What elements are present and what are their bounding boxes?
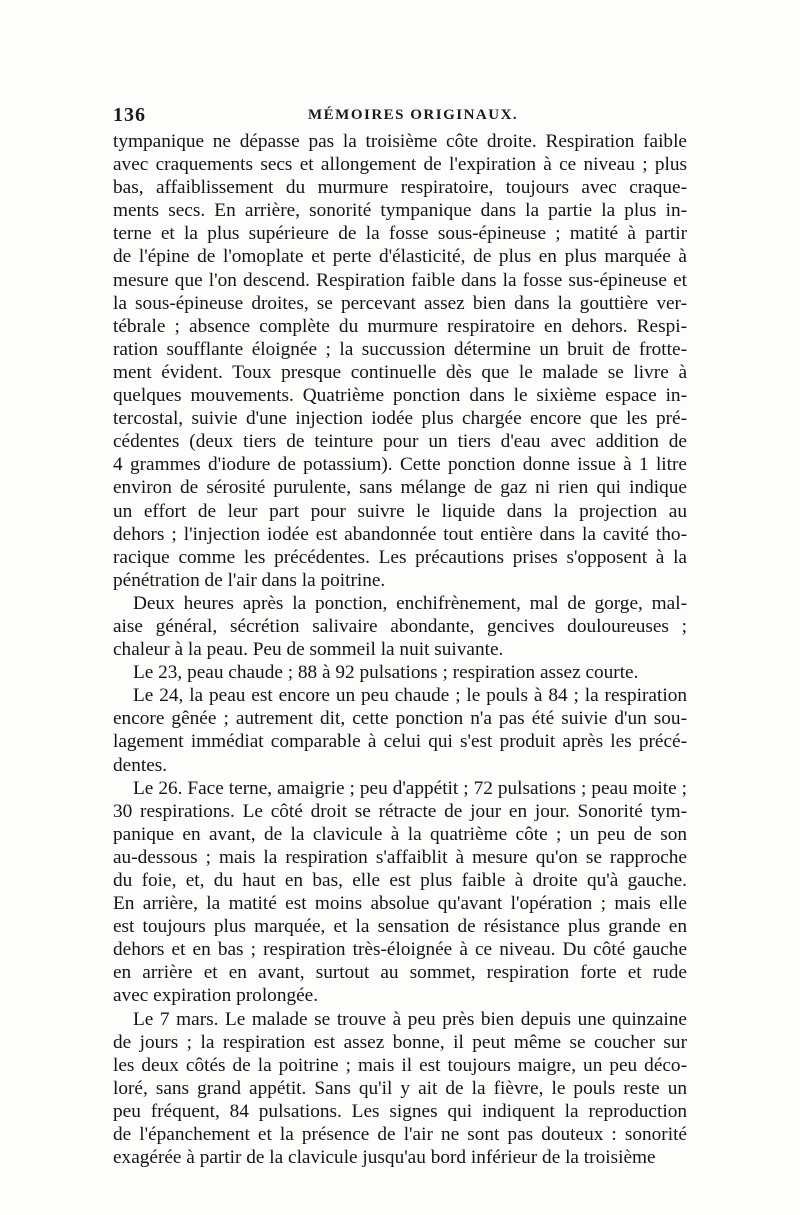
text-line: Le 23, peau chaude ; 88 à 92 pulsations ; respiration assez courte. bbox=[133, 662, 639, 684]
text-line: Le 26. Face terne, amaigrie ; peu d'appétit ; 72 pulsations ; peau moite ; bbox=[133, 777, 687, 799]
text-line: peu fréquent, 84 pulsations. Les signes qui indiquent la reproduction bbox=[113, 1100, 687, 1122]
text-line: ration soufflante éloignée ; la succussion détermine un bruit de frotte- bbox=[113, 338, 687, 360]
text-line: en arrière et en avant, surtout au sommet, respiration forte et rude bbox=[113, 962, 687, 984]
paragraph bbox=[113, 130, 687, 592]
text-line: la sous-épineuse droites, se percevant assez bien dans la gouttière ver- bbox=[113, 292, 687, 314]
text-line: dehors ; l'injection iodée est abandonnée tout entière dans la cavité tho- bbox=[113, 523, 687, 545]
paragraph bbox=[113, 592, 687, 661]
running-head: MÉMOIRES ORIGINAUX. bbox=[308, 107, 519, 123]
text-line: tébrale ; absence complète du murmure respiratoire en dehors. Respi- bbox=[113, 315, 687, 337]
text-line: avec expiration prolongée. bbox=[113, 985, 319, 1007]
text-line: de jours ; la respiration est assez bonne, il peut même se coucher sur bbox=[113, 1031, 687, 1053]
text-line: tercostal, suivie d'une injection iodée plus chargée encore que les pré- bbox=[113, 408, 687, 430]
text-line: ments secs. En arrière, sonorité tympanique dans la partie la plus in- bbox=[113, 200, 687, 222]
paragraph bbox=[113, 1008, 687, 1170]
text-line: dentes. bbox=[113, 754, 168, 776]
text-line: aise général, sécrétion salivaire abondante, gencives douloureuses ; bbox=[113, 615, 687, 637]
text-line: bas, affaiblissement du murmure respiratoire, toujours avec craque- bbox=[113, 177, 687, 199]
text-line: est toujours plus marquée, et la sensation de résistance plus grande en bbox=[113, 916, 687, 938]
text-line: encore gênée ; autrement dit, cette ponction n'a pas été suivie d'un sou- bbox=[113, 708, 687, 730]
text-line: 30 respirations. Le côté droit se rétracte de jour en jour. Sonorité tym- bbox=[113, 800, 687, 822]
text-line: racique comme les précédentes. Les précautions prises s'opposent à la bbox=[113, 546, 687, 568]
text-line: Deux heures après la ponction, enchifrènement, mal de gorge, mal- bbox=[133, 592, 687, 614]
paragraph bbox=[113, 777, 687, 1008]
text-line: les deux côtés de la poitrine ; mais il est toujours maigre, un peu déco- bbox=[113, 1054, 687, 1076]
page-number: 136 bbox=[113, 104, 146, 126]
body-text bbox=[113, 130, 687, 1169]
text-line: avec craquements secs et allongement de l'expiration à ce niveau ; plus bbox=[113, 154, 687, 176]
paragraph bbox=[113, 661, 687, 684]
text-line: quelques mouvements. Quatrième ponction dans le sixième espace in- bbox=[113, 385, 687, 407]
text-line: un effort de leur part pour suivre le liquide dans la projection au bbox=[113, 500, 687, 522]
text-line: pénétration de l'air dans la poitrine. bbox=[113, 569, 386, 591]
text-line: environ de sérosité purulente, sans mélange de gaz ni rien qui indique bbox=[113, 477, 687, 499]
text-line: tympanique ne dépasse pas la troisième côte droite. Respiration faible bbox=[113, 131, 687, 152]
text-line: En arrière, la matité est moins absolue qu'avant l'opération ; mais elle bbox=[113, 893, 687, 915]
text-line: au-dessous ; mais la respiration s'affaiblit à mesure qu'on se rapproche bbox=[113, 846, 687, 868]
text-line: cédentes (deux tiers de teinture pour un tiers d'eau avec addition de bbox=[113, 431, 687, 453]
text-line: du foie, et, du haut en bas, elle est plus faible à droite qu'à gauche. bbox=[113, 870, 687, 891]
text-line: de l'épine de l'omoplate et perte d'élasticité, de plus en plus marquée à bbox=[113, 246, 687, 268]
text-line: exagérée à partir de la clavicule jusqu'au bord inférieur de la troisième bbox=[113, 1147, 656, 1169]
text-line: mesure que l'on descend. Respiration faible dans la fosse sus-épineuse et bbox=[113, 269, 687, 291]
paragraph bbox=[113, 684, 687, 776]
text-line: 4 grammes d'iodure de potassium). Cette ponction donne issue à 1 litre bbox=[113, 454, 687, 476]
text-line: chaleur à la peau. Peu de sommeil la nuit suivante. bbox=[113, 639, 504, 661]
text-line: ment évident. Toux presque continuelle dès que le malade se livre à bbox=[113, 361, 687, 383]
text-line: lagement immédiat comparable à celui qui s'est produit après les précé- bbox=[113, 731, 687, 753]
text-line: Le 24, la peau est encore un peu chaude ; le pouls à 84 ; la respiration bbox=[133, 685, 687, 707]
text-line: panique en avant, de la clavicule à la quatrième côte ; un peu de son bbox=[113, 823, 687, 845]
text-line: de l'épanchement et la présence de l'air ne sont pas douteux : sonorité bbox=[113, 1124, 687, 1146]
text-line: Le 7 mars. Le malade se trouve à peu près bien depuis une quinzaine bbox=[133, 1008, 687, 1030]
text-line: loré, sans grand appétit. Sans qu'il y ait de la fièvre, le pouls reste un bbox=[113, 1077, 687, 1099]
text-line: dehors et en bas ; respiration très-éloignée à ce niveau. Du côté gauche bbox=[113, 939, 687, 961]
text-line: terne et la plus supérieure de la fosse sous-épineuse ; matité à partir bbox=[113, 223, 687, 245]
page-header bbox=[113, 104, 683, 124]
